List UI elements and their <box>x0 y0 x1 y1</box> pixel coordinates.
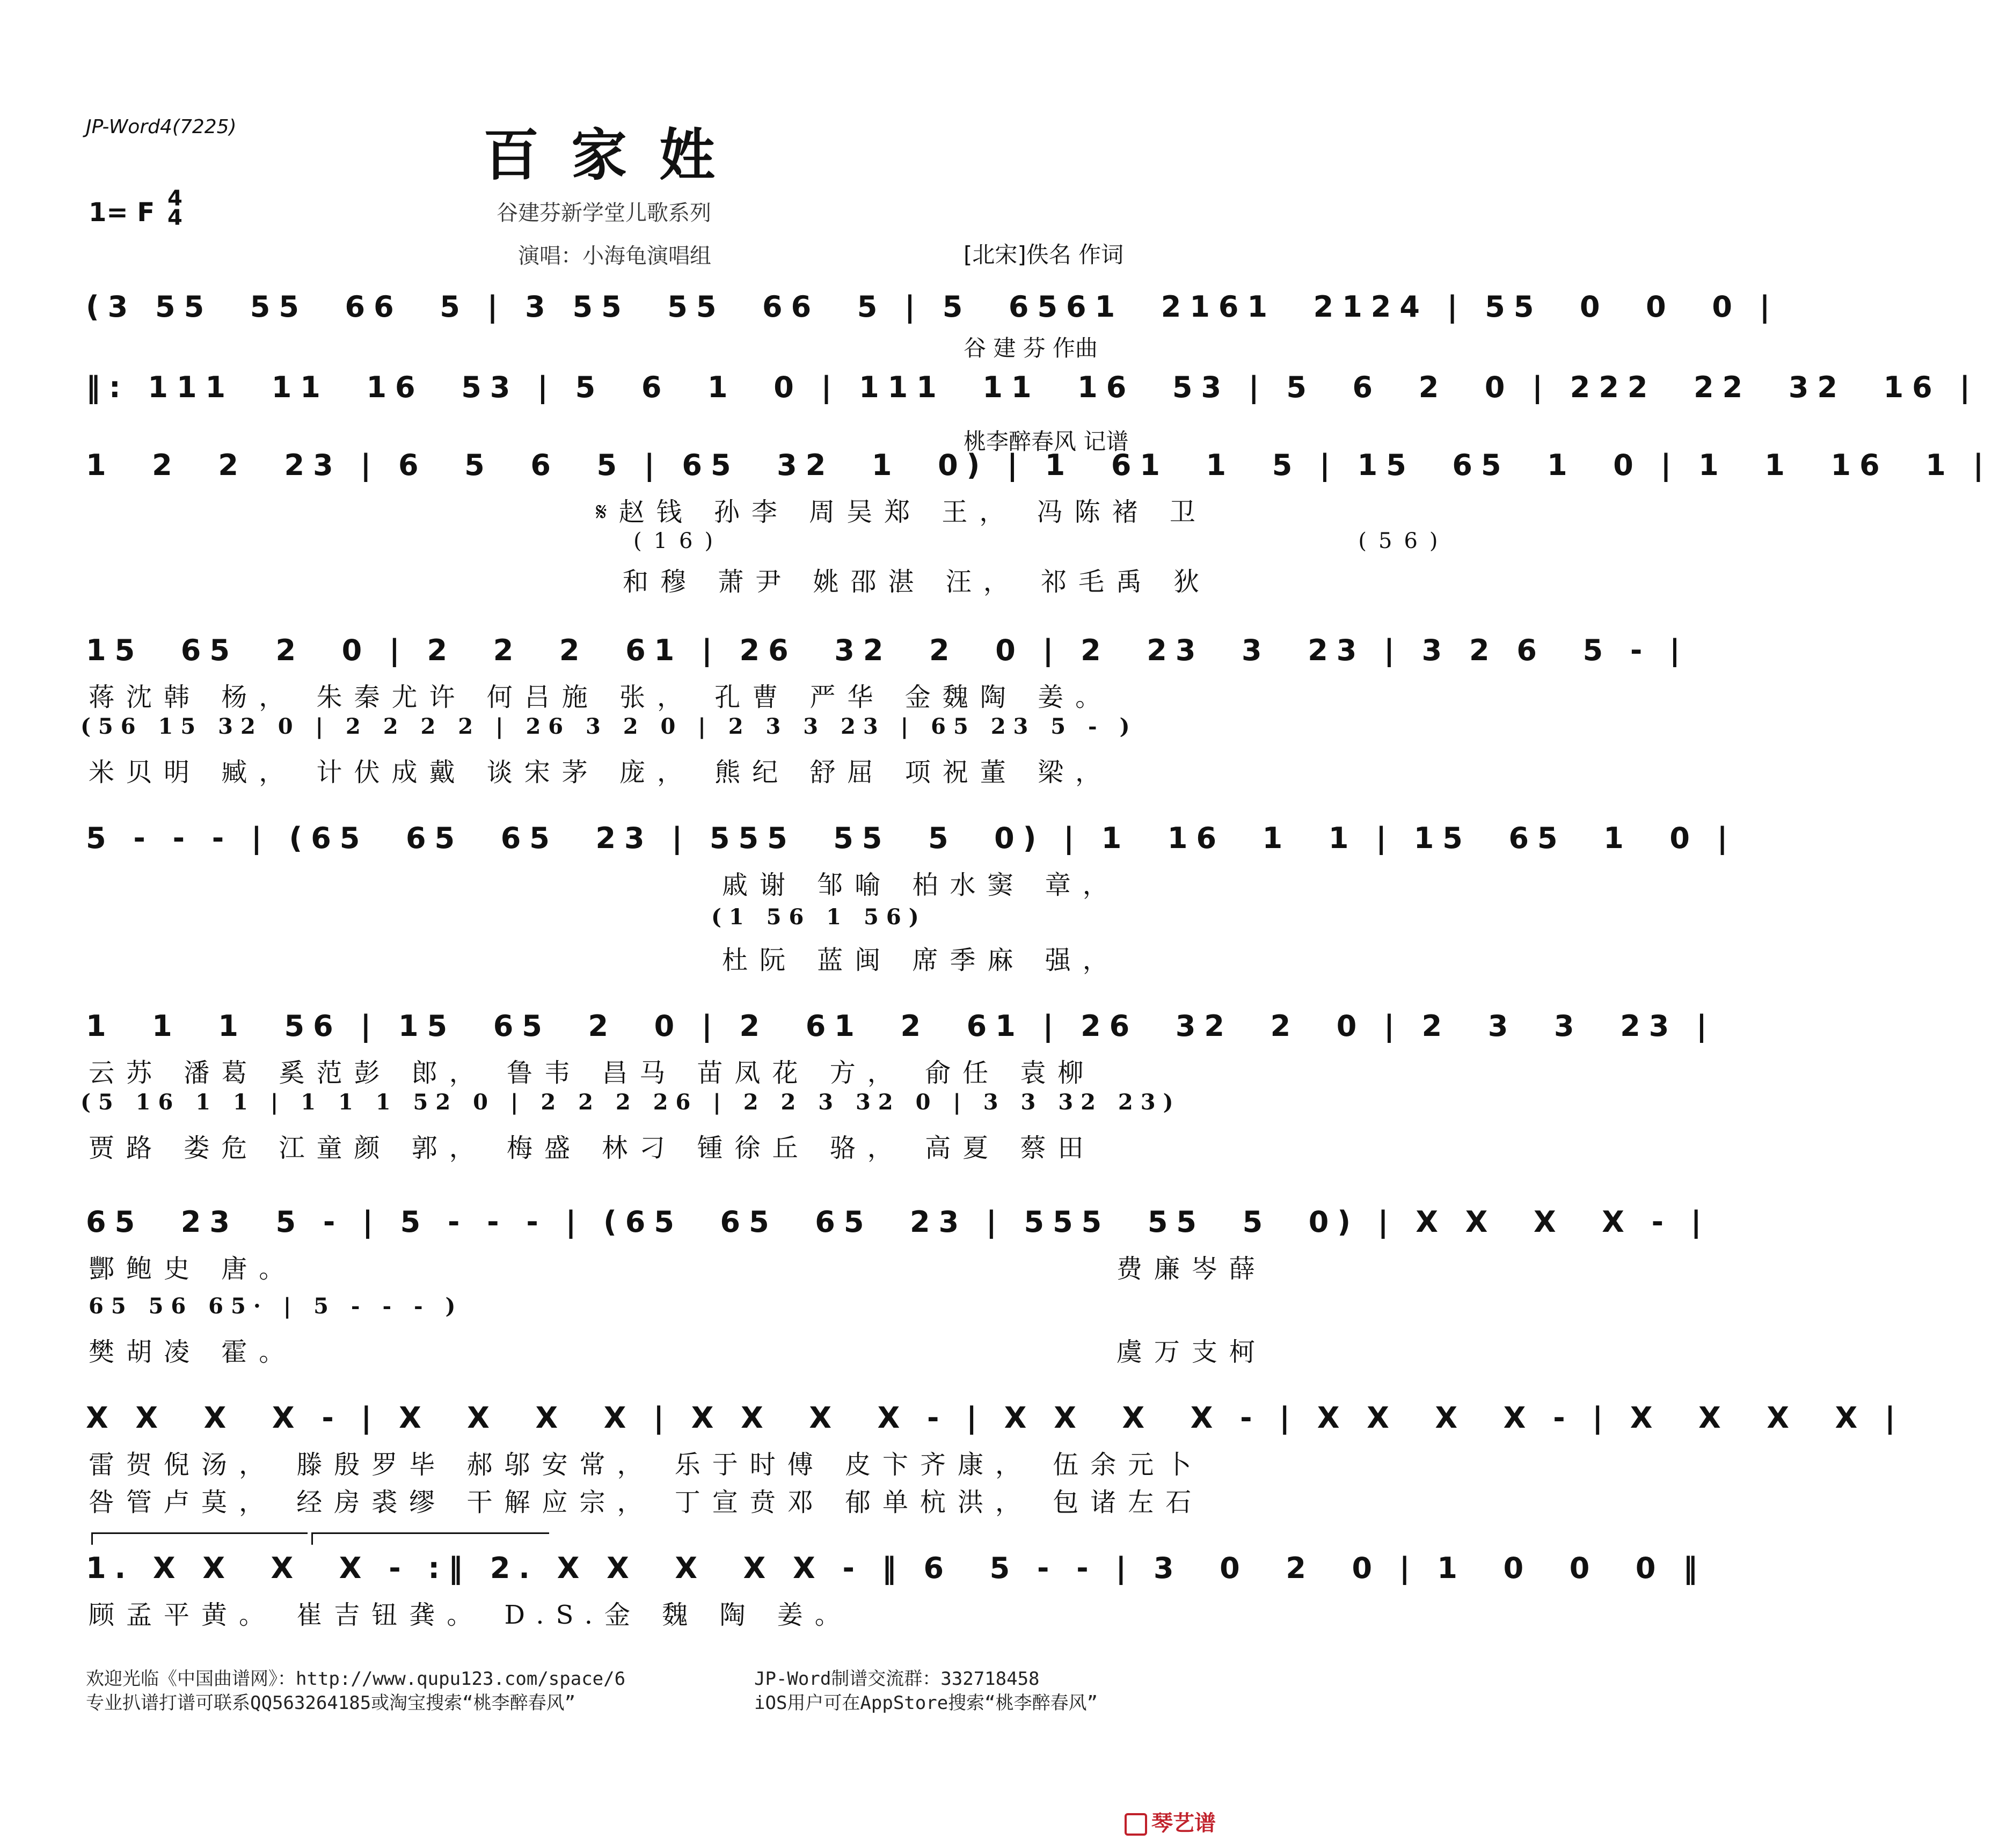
system-7-lyric-2: 樊胡凌 霍。 虞万支柯 <box>89 1337 1267 1367</box>
system-4-lyric-1: 蒋沈韩 杨， 朱秦尤许 何吕施 张， 孔曹 严华 金魏陶 姜。 <box>89 682 1113 712</box>
footer-right-1: JP-Word制谱交流群：332718458 <box>754 1668 1040 1690</box>
logo-mark-icon <box>1125 1813 1147 1836</box>
system-2-notes: ‖: 111 11 16 53 | 5 6 1 0 | 111 11 16 53 | 5 6 2 0 | 222 22 32 16 | <box>86 370 1979 404</box>
logo-text: 琴艺谱 <box>1151 1811 1216 1836</box>
volta-2-bracket <box>311 1532 549 1545</box>
key-signature: 1= F <box>89 198 155 228</box>
footer-left-1: 欢迎光临《中国曲谱网》：http://www.qupu123.com/space/6 <box>86 1668 626 1690</box>
system-7-notes: 65 23 5 - | 5 - - - | (65 65 65 23 | 555 55 5 0) | X X X X - | <box>86 1205 1710 1239</box>
page-title: 百家姓 <box>483 122 748 188</box>
system-3-notes: 1 2 2 23 | 6 5 6 5 | 65 32 1 0) | 1 61 1 5 | 15 65 1 0 | 1 1 16 1 | <box>86 448 1992 482</box>
system-5-alt-notes: (1 56 1 56) <box>711 904 926 930</box>
time-signature <box>167 186 183 230</box>
system-9-lyric-1: 顾孟平黄。 崔吉钮龚。 D.S.金 魏 陶 姜。 <box>89 1600 852 1630</box>
footer-right-2: iOS用户可在AppStore搜索“桃李醉春风” <box>754 1692 1098 1714</box>
footer-left-2: 专业扒谱打谱可联系QQ563264185或淘宝搜索“桃李醉春风” <box>86 1692 576 1714</box>
system-8-notes: X X X X - | X X X X | X X X X - | X X X X - | X X X X - | X X X X | <box>86 1401 1904 1435</box>
credit-transcriber: 桃李醉春风 记谱 <box>964 428 1129 455</box>
system-5-notes: 5 - - - | (65 65 65 23 | 555 55 5 0) | 1 16 1 1 | 15 65 1 0 | <box>86 821 1736 855</box>
system-7-lyric-1: 酆鲍史 唐。 费廉岑薛 <box>89 1254 1267 1284</box>
credit-lyricist: [北宋]佚名 作词 <box>964 242 1124 268</box>
system-5-lyric-1: 戚谢 邹喻 柏水窦 章， <box>722 870 1120 900</box>
system-6-alt-notes: (5 16 1 1 | 1 1 1 52 0 | 2 2 2 26 | 2 2 3 32 0 | 3 3 32 23) <box>81 1090 1181 1115</box>
system-6-lyric-2: 贾路 娄危 江童颜 郭， 梅盛 林刁 锺徐丘 骆， 高夏 蔡田 <box>89 1133 1096 1163</box>
singer-label: 演唱：小海龟演唱组 <box>518 244 711 268</box>
system-9-notes: 1. X X X X - :‖ 2. X X X X X - ‖ 6 5 - - | 3 0 2 0 | 1 0 0 0 ‖ <box>86 1551 1706 1585</box>
time-signature-bottom: 4 <box>167 206 183 230</box>
site-logo <box>1125 1806 1216 1837</box>
software-label: JP-Word4(7225) <box>86 116 237 138</box>
system-4-lyric-2: 米贝明 臧， 计伏成戴 谈宋茅 庞， 熊纪 舒屈 项祝董 梁， <box>89 757 1113 787</box>
system-7-alt-notes: 65 56 65· | 5 - - - ) <box>89 1294 463 1319</box>
volta-1-bracket <box>91 1532 308 1545</box>
system-8-lyric-2: 咎管卢莫， 经房裘缪 干解应宗， 丁宣贲邓 郁单杭洪， 包诸左石 <box>89 1487 1203 1517</box>
system-1-notes: (3 55 55 66 5 | 3 55 55 66 5 | 5 6561 2161 2124 | 55 0 0 0 | <box>86 290 1779 324</box>
system-8-lyric-1: 雷贺倪汤， 滕殷罗毕 郝邬安常， 乐于时傅 皮卞齐康， 伍余元卜 <box>89 1450 1203 1480</box>
time-signature-top: 4 <box>167 186 183 211</box>
system-4-alt-notes: (56 15 32 0 | 2 2 2 2 | 26 3 2 0 | 2 3 3 23 | 65 23 5 - ) <box>81 714 1137 739</box>
credit-composer: 谷 建 芬 作曲 <box>964 335 1098 361</box>
system-3-alt-notes: (16) (56) <box>633 529 1450 553</box>
system-4-notes: 15 65 2 0 | 2 2 2 61 | 26 32 2 0 | 2 23 3 23 | 3 2 6 5 - | <box>86 633 1689 667</box>
series-label: 谷建芬新学堂儿歌系列 <box>497 201 711 225</box>
system-6-notes: 1 1 1 56 | 15 65 2 0 | 2 61 2 61 | 26 32 2 0 | 2 3 3 23 | <box>86 1009 1716 1043</box>
system-5-lyric-2: 杜阮 蓝闽 席季麻 强， <box>722 945 1120 975</box>
system-3-lyric-2: 和穆 萧尹 姚邵湛 汪， 祁毛禹 狄 <box>623 567 1212 597</box>
system-6-lyric-1: 云苏 潘葛 奚范彭 郎， 鲁韦 昌马 苗凤花 方， 俞任 袁柳 <box>89 1058 1096 1088</box>
system-3-lyric-1: 𝄋赵钱 孙李 周吴郑 王， 冯陈褚 卫 <box>596 497 1207 527</box>
